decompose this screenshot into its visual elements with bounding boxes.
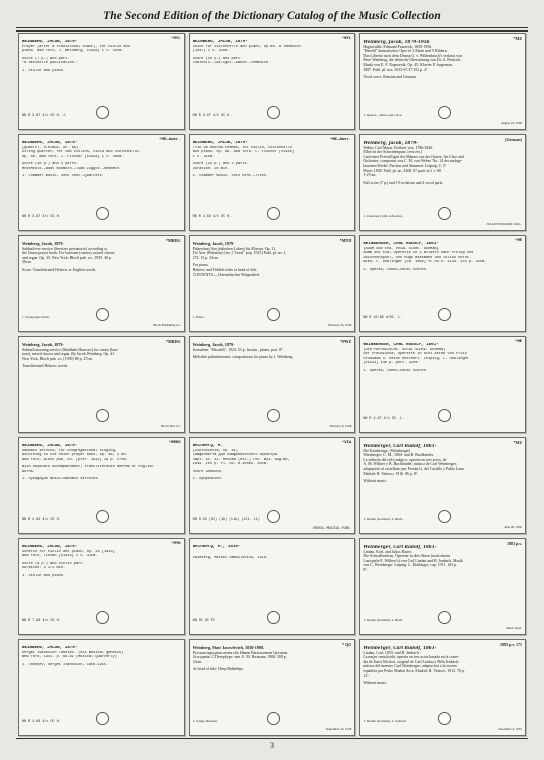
card-heading: Weinberger, Carl Rudolf, 1861-: [363, 444, 437, 448]
call-number: *ME: [514, 340, 522, 344]
card-line: Palaestina (Aus jüdischen Leben) für Klavier. Op. 11.: [192, 246, 277, 251]
card-tracing: NN R 3.64 4/c OC H.: [192, 214, 232, 219]
card-line: 2e изданія. С.Петербург: тип. Е. М. Волкова, 1906. 208 p.: [192, 655, 287, 660]
card-heading: WEINBERGER, CARL RUDOLF, 1861-: [363, 242, 439, 246]
punch-hole: [438, 308, 451, 321]
card-line: New York, Tikvah [c1933] 1 v. 31cm.: [22, 554, 98, 558]
card-line: Without music.: [363, 479, 388, 484]
card-line: CONTENTS.—Twilight.—Dance.—Yemenite.: [192, 61, 271, 65]
catalog-card: [18, 336, 185, 433]
punch-hole: [438, 510, 451, 523]
call-number: *MYK: [171, 542, 181, 546]
card-line: Das Libretto nach dem Drama G. v. Wildenbruch's verfasst von: [363, 53, 462, 58]
card-tracing: 1. Operas—Piano and voice.: [363, 113, 403, 118]
card-line: Hebrew and Yiddish titles at head of title.: [192, 267, 258, 272]
card-footer-note: February 8, 1928: [329, 424, 352, 429]
card-line: 1. Operas, Comic—Vocal scores.: [363, 267, 429, 272]
punch-hole: [438, 207, 451, 220]
card-heading: Weinberg, Jacob, 1879-: [192, 343, 235, 347]
card-line: 1. Taneyev, Sergei Ivanovich, 1856-1915.: [22, 662, 109, 667]
card-line: 1. Chamber music, 20th cent.—Quartets.: [22, 174, 104, 178]
card-line: lassenen Werke. Partitur und Stimmen. Leipzig: C. F.: [363, 163, 447, 168]
card-line: Elbel ist der Schwedenpaar. [erst ers.]: [363, 150, 423, 155]
card-heading: Weinberg, Piotr Jacovlevich, 1830-1908.: [192, 646, 265, 650]
card-line: op. 66. New York, C. Fischer [c1938] 1 v. 30cm.: [22, 154, 124, 159]
card-heading: Weinberg, Jacob, 1879-: [192, 242, 235, 246]
card-footer-note: JULIAN EDWARD COLL.: [486, 222, 522, 227]
card-heading: Weinberg, M., 1919-: [192, 545, 241, 549]
catalog-card: [18, 33, 185, 130]
card-tracing: NN R 3.67 4/c OC H. J.: [22, 113, 67, 118]
catalog-card: [18, 538, 185, 635]
card-line: Lustspiele E. Wilbert's) von Carl Lindau und B. Jenbach. Musik: [363, 558, 463, 563]
card-line: Duration: 20 min.: [192, 166, 230, 171]
card-line: Sergei Ivanovich Taneiev. (His musical genesis): [22, 650, 124, 655]
call-number: *MRDG: [165, 339, 181, 344]
card-heading: Weinberg, M.: [192, 444, 223, 448]
card-line: 30cm.: [22, 260, 32, 265]
card-line: the Union prayer book. For baritone (cantor), mixed chorus: [22, 251, 115, 256]
card-heading: Weinberg, Jacob, 1879-: [22, 242, 64, 246]
card-line: Tel Aviv (Palestine) [etc.] "Juval" pop. 1925] Publ. pl. no. J.: [192, 251, 287, 256]
card-tracing: 1. Drama (German). 2. Buch-: [363, 618, 404, 623]
card-tracing: NN R 7.66 4/c OC H.: [22, 618, 61, 623]
card-heading: WEINBERGER, CARL RUDOLF, 1861-: [363, 343, 439, 347]
card-line: Sabbath morning service (Shabbath Haavoto) for cantor (bari-: [22, 347, 119, 352]
card-line: Sabbath service, for congregational singing,: [22, 448, 117, 453]
punch-hole: [438, 409, 451, 422]
punch-hole: [438, 106, 451, 119]
card-tracing: NN S.55 (OC) (1b) (Lib) (LC1. L1): [192, 517, 260, 522]
header-rule: [16, 27, 528, 28]
page-title: The Second Edition of the Dictionary Catalog of the Music Collection: [103, 10, 441, 22]
card-line: von C. Weinberger. Leipzig: L. Doblinger, cop. 1911. 103 p.: [363, 563, 458, 568]
catalog-card: [359, 336, 526, 433]
call-number: *MRDG: [165, 238, 181, 243]
card-line: New York, Bloch pub. co. [1939] 80 p. 27cm.: [22, 356, 94, 361]
call-number: *PWZ: [340, 339, 352, 344]
card-line: Adam und Eva; Operette in 3 Bildern nach Prolog und: [363, 251, 474, 255]
card-tracing: 1. Drama (German). 2. Jenbach: [363, 719, 406, 724]
card-line: adaptación al castellano por Fernán G. del Castillo y Pablo Luna.: [363, 466, 465, 471]
card-line: Sabbath eve service (Servizio prestatorio) according to: [22, 246, 108, 251]
card-line: Weinberger, C. M., 1864- and B. Buchbinder.: [363, 453, 435, 458]
card-line: Peter Weinberg, die deutsche Übersetzung von Dr. A. Pentrich.: [363, 58, 462, 63]
card-line: Duration: 4 1/2 min.: [22, 566, 66, 570]
catalog-card: [18, 134, 185, 231]
punch-hole: [96, 611, 109, 624]
card-line: MOVEMENTS.—Boat Kodmoth.—Tuam Ziggot.—Kesmeth.: [22, 166, 122, 171]
card-line: 1. Chamber music, 20th cent.—Trios.: [192, 174, 269, 178]
call-number: *MYL: [171, 37, 181, 41]
card-line: Weber, Carl Maria, Freiherr von, 1786-1826.: [363, 145, 434, 150]
card-line: 1. Violin and piano.: [22, 68, 66, 73]
catalog-card: [18, 639, 185, 736]
card-heading: WEINBERG, JACOB, 1879-: [22, 444, 78, 448]
card-line: Wien, L. Doblinger [ca. 1898] PL.no.D. 2134. 121 p. 33cm.: [363, 260, 487, 264]
footer-rule: [16, 738, 528, 739]
card-heading: Weinberger, Carl Rudolf, 1861-: [363, 646, 437, 650]
card-line: 1. Synagogue music—Sabbath services.: [22, 477, 100, 481]
card-footer-note: December 4, 1935: [498, 727, 522, 732]
card-line: Trio on Hebrew themes, for violin, violoncello: [192, 145, 292, 150]
card-line: 1. Symphonies.: [192, 477, 223, 481]
card-line: Score. Transliterated Hebrew or English words.: [22, 267, 97, 272]
punch-hole: [96, 308, 109, 321]
card-tracing: NN R 4.67 4/c OC. L.: [363, 416, 405, 421]
card-line: 1. Violin and piano.: [22, 573, 66, 578]
card-line: For piano.: [192, 263, 209, 268]
card-line: La señorita del reloj mágico; opereta en tres actos, de: [363, 457, 447, 462]
catalog-card: [189, 538, 356, 635]
card-line: española por Pedro Muñoz Seca. Madrid: R. Velasco, 1912. 76 p.: [363, 668, 465, 673]
card-line: 1887. Publ. pl. nos. 6535-67.37 352 p. 4°.: [363, 67, 429, 72]
card-line: 1. Operas, Comic—Vocal scores.: [363, 368, 429, 373]
punch-hole: [96, 409, 109, 422]
catalog-card: [18, 235, 185, 332]
card-line: [DER PREUSSISCHE. VOCAL SCORE. GERMAN]: [363, 347, 446, 352]
card-line: Vocal score. Russian and German.: [363, 75, 417, 80]
call-number: (German): [505, 137, 522, 142]
call-number: *ME—Amer.: [329, 138, 352, 142]
card-tracing: NN OC OC PC: [192, 618, 216, 623]
card-footer-note: September 20, 1938: [325, 727, 352, 732]
call-number: *MYD: [339, 238, 352, 243]
catalog-card: [18, 437, 185, 534]
card-line: Score (30 p.) and 4 parts.: [22, 162, 79, 166]
card-heading: Weinberg, Jacob, 1879-1956: [363, 40, 430, 44]
catalog-card: [359, 235, 526, 332]
card-tracing: 1. Piano.: [192, 315, 205, 320]
call-number: *MZ: [513, 440, 522, 445]
catalog-card: [359, 33, 526, 130]
card-line: Prayer (after a traditional chant), for violin and: [22, 44, 130, 49]
card-footer-note: Bloch Pub. Co.: [161, 424, 181, 429]
card-line: [QUARTET, STRINGS, OP. 66]: [22, 145, 79, 150]
card-line: Hagravulah, Edmund Frazerich, 1830-1956.: [363, 44, 433, 49]
card-footer-note: February 25, 1938: [327, 323, 352, 328]
catalog-card: [359, 437, 526, 534]
call-number: 1883 p.v. 171: [499, 642, 522, 647]
card-line: Suite for violoncello and piano, op.88. A Yemenite.: [192, 44, 303, 49]
punch-hole: [267, 308, 280, 321]
card-tracing: 1. Songs, Russian.: [192, 719, 218, 724]
punch-hole: [267, 207, 280, 220]
card-line: Orchester, componirt von C. M. von Weber. No. 14 der nachge-: [363, 159, 463, 164]
card-line: and piano, op. 86. New York, C. Fischer [c1940]: [192, 150, 295, 154]
card-line: Grünbaum u. Heinz Reichert. Leipzig, L. Doblinger: [363, 356, 470, 361]
card-line: "Harold" dramatischer Oper in 3 Akten und 9 Bildern.: [363, 49, 448, 54]
call-number: *ME—Amer.: [159, 138, 181, 142]
card-heading: WEINBERG, JACOB, 1879-: [22, 545, 78, 549]
card-line: Симфониетта для симфонического оркестра.: [192, 453, 279, 457]
catalog-card: [189, 437, 356, 534]
card-line: String quartet, for two violins, viola and violoncello,: [22, 150, 141, 154]
card-line: "A devinelle publication.": [22, 61, 79, 65]
card-tracing: 1. Drama (German). 2. Buch-: [363, 517, 404, 522]
punch-hole: [438, 712, 451, 725]
card-line: Mélodies palestiniennes; compositions for piano by J. Weinberg.: [192, 355, 294, 360]
card-line: Musik von E. F. Napravnik. Op. 45. Klavier P. Jurgenson,: [363, 62, 454, 67]
card-line: Score (7 p.) and part.: [22, 56, 70, 61]
card-line: La mujer remolcada; opereta en tres actos basada en la come-: [363, 655, 460, 660]
catalog-card: [189, 134, 356, 231]
catalog-card: [189, 33, 356, 130]
catalog-card: [359, 134, 526, 231]
card-line: 272. 15 p. 32cm.: [192, 255, 219, 260]
card-line: Die Kindersäge. (Weinberger): [363, 448, 411, 453]
card-footer-note: June 28, 1936: [504, 525, 522, 530]
call-number: *MYL: [341, 37, 352, 41]
card-line: according to the Union prayer book, op. 48, 2 ed.: [22, 453, 128, 457]
call-number: *ME: [514, 239, 522, 243]
punch-hole: [267, 106, 280, 119]
card-heading: Weinberger, Carl Rudolf, 1861-: [363, 545, 437, 549]
card-heading: WEINBERG, JACOB, 1879-: [22, 40, 78, 44]
catalog-card-grid: [18, 33, 526, 736]
punch-hole: [96, 712, 109, 725]
card-line: Vaïnberg, Moïseï Samuilovich, 1919-: [192, 555, 269, 560]
card-line: 12°.: [363, 673, 370, 678]
card-tracing: 1. Choruses (with orchestra).: [363, 214, 403, 219]
card-line: A. M. Willner y B. Buchbinder; música de Carl Weinberger;: [363, 462, 458, 467]
punch-hole: [96, 510, 109, 523]
punch-hole: [96, 207, 109, 220]
card-line: Der Preußische, Operette in drei Akten von Fritz: [363, 352, 467, 356]
card-line: Score (10 p.) and part.: [192, 56, 243, 61]
card-line: 23cm.: [192, 659, 203, 664]
card-line: tone), mixed chorus and organ. By Jacob Weinberg. Op. 41.: [22, 352, 116, 357]
catalog-card: [359, 639, 526, 736]
punch-hole: [267, 611, 280, 624]
card-heading: WEINBERG, JACOB, 1879-: [22, 141, 78, 145]
card-line: Jerusalem: "Hasuleh", 1924. 53 p. facsim., plates, port. 8°.: [192, 347, 284, 352]
call-number: *VIA: [341, 441, 352, 445]
card-line: música del maestro Carl Weinberger; adaptación a la escena: [363, 664, 457, 669]
card-line: With keyboard accompaniment; transliterated Hebrew or English: [22, 465, 154, 469]
punch-hole: [438, 611, 451, 624]
card-line: At head of title: Петр Вейнберг.: [192, 667, 244, 672]
card-line: CONTENTS.—Orientalisches Wiegenlied.: [192, 272, 260, 277]
card-line: Without music.: [363, 681, 388, 686]
card-tracing: NN R 2.63 4/c OC H.: [22, 517, 61, 522]
card-footer-note: DREXEL MUSICAL FUND.: [313, 525, 352, 530]
card-line: Score (8 p.) and violin part.: [22, 561, 85, 566]
card-line: Madrid: R. Velasco, 1916. 86 p. 8°.: [363, 471, 419, 476]
card-line: Die Schwalbenfrau. Operette in drei Akten (nach einem: [363, 554, 450, 559]
call-number: *MRDG: [168, 441, 181, 445]
card-heading: Weinberg, Jacob, 1879-: [363, 141, 418, 145]
call-number: 1883 p.v.: [506, 541, 522, 546]
card-tracing: NN R 3.67 4/c OC H.: [22, 214, 61, 219]
card-line: [c1913] 140 p. port. 32cm.: [363, 361, 420, 365]
header-rule-thick: [16, 30, 528, 32]
card-footer-note: Bloch Publishing Co.: [153, 323, 181, 328]
card-line: Transliterated Hebrew words.: [22, 364, 69, 369]
card-tracing: NN R 10.68 d/OC. L.: [363, 315, 402, 320]
card-line: New York, Bloch pub. co. [pref. 1942] 39 p. 27cm.: [22, 457, 128, 462]
card-line: Русская народная песня обо Иване Васильевиче Грозном.: [192, 650, 289, 655]
card-line: words.: [22, 469, 35, 474]
card-line: Lindau, Karl, and Julius Bauer.: [363, 549, 412, 554]
card-line: and organ. Op. 35. New York: Bloch pub. co., 1935. 40 p.: [22, 255, 112, 260]
card-line: Парт. Gt. 41. Москва (etc.) Гос. муз. изд-во,: [192, 457, 290, 462]
punch-hole: [267, 409, 280, 422]
card-footer-note: Music Dept.: [506, 626, 522, 631]
card-line: Scherzo for violin and piano, op. 34 [1933]: [22, 549, 115, 554]
card-line: 1 v. 31cm.: [192, 154, 215, 159]
card-line: Lied einer Freiwilligen der Männer aus der Ostsee, für Chor und: [363, 154, 464, 159]
card-line: Zwischenspiel, von Hugo Wiesmann und Julius Horst.: [363, 255, 472, 260]
card-footer-note: August 23, 1938: [500, 121, 522, 126]
card-line: Lindau, Carl, 1853- and B. Jenbach.: [363, 650, 420, 655]
card-line: dia de Ernst Wichert, original de Carl Lindau y Béla Jenbach;: [363, 659, 460, 664]
card-line: [Sinfonietta, op. 41]: [192, 448, 238, 453]
card-tracing: 1. Synagogue music.: [22, 315, 51, 320]
card-line: Full score (7 p.) and 19 orchestra and 4 vocal parts.: [363, 180, 444, 185]
card-line: [ADAM UND EVA. VOCAL SCORE. GERMAN]: [363, 246, 439, 251]
call-number: *MZ: [513, 36, 522, 41]
card-line: piano. New York, J. Weinberg, c1938] 1 v. 31cm.: [22, 49, 124, 53]
catalog-card: [359, 538, 526, 635]
punch-hole: [267, 712, 280, 725]
card-heading: WEINBERG, JACOB, 1879-: [192, 141, 248, 145]
card-tracing: NN R 4.66 4/c OC H.: [22, 719, 61, 724]
card-heading: Weinberg, Jacob, 1879-: [22, 343, 64, 347]
catalog-card: [189, 235, 356, 332]
card-heading: WEINBERG, JACOB, 1879-: [22, 646, 78, 650]
card-line: [1937] 1 v. 31cm.: [192, 49, 230, 53]
page-number: 3: [270, 741, 274, 750]
card-line: Score unbound.: [192, 469, 223, 474]
card-line: 8°.: [363, 567, 368, 572]
punch-hole: [267, 510, 280, 523]
card-line: Score (19 p.) and 2 parts.: [192, 162, 249, 166]
card-tracing: NN R 3.67 4/c OC H.: [192, 113, 232, 118]
card-line: New York, 1941. p. 68-82 (Musical Quarterly): [22, 655, 117, 659]
card-heading: WEINBERG, JACOB, 1879-: [192, 40, 248, 44]
punch-hole: [96, 106, 109, 119]
catalog-card: [189, 639, 356, 736]
catalog-card: [189, 336, 356, 433]
call-number: * QG: [342, 642, 352, 647]
card-line: 1949. 101 p. Pl. no. M.10005. 30cm.: [192, 462, 269, 466]
card-line: Peters 1858. Publ. pl. no. 4308. 67 parts in 1 v. 88: [363, 168, 441, 173]
card-line: 1-27cm.: [363, 173, 377, 178]
